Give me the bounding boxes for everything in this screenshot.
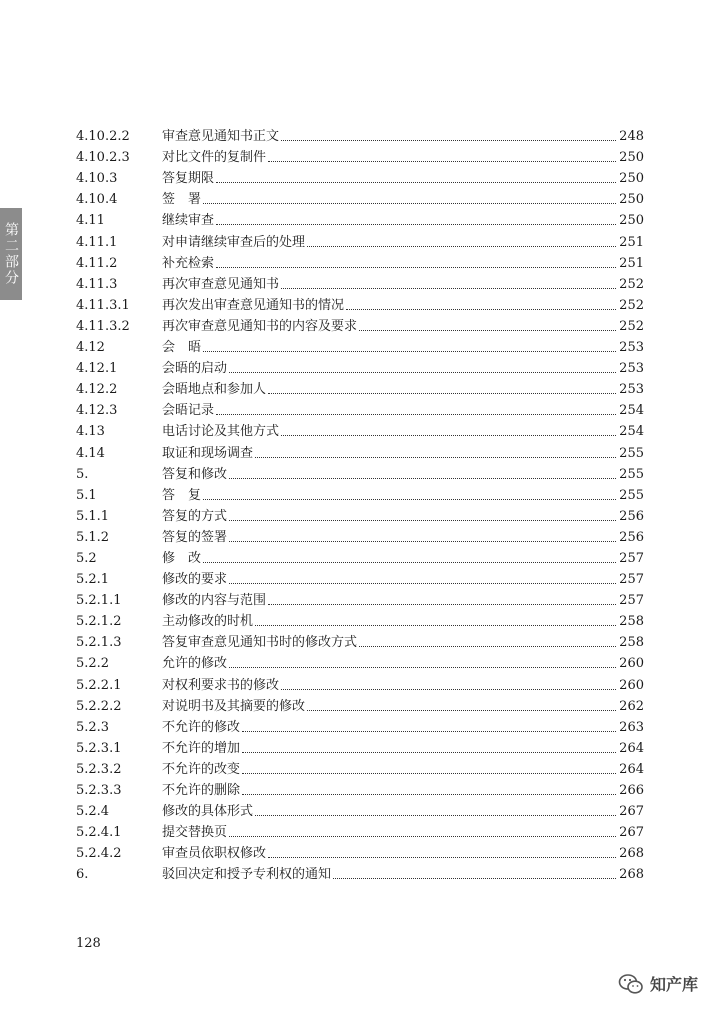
toc-entry-title: 会晤地点和参加人 xyxy=(162,382,267,398)
toc-entry xyxy=(76,124,644,145)
toc-entry-page: 256 xyxy=(619,508,644,524)
toc-entry-number: 5.2.1.3 xyxy=(76,635,122,651)
toc-leader-dots xyxy=(281,689,616,690)
toc-leader-dots xyxy=(307,246,616,247)
toc-entry-page: 262 xyxy=(619,698,644,714)
toc-leader-dots xyxy=(229,667,616,668)
toc-entry xyxy=(76,229,644,250)
toc-leader-dots xyxy=(216,414,616,415)
toc-leader-dots xyxy=(255,625,616,626)
toc-entry xyxy=(76,799,644,820)
toc-entry-page: 251 xyxy=(619,234,644,250)
part-side-tab: 第二部分 xyxy=(0,208,22,300)
toc-entry xyxy=(76,335,644,356)
toc-entry-page: 260 xyxy=(619,656,644,672)
watermark-text: 知产库 xyxy=(649,975,698,994)
toc-entry-title: 会 晤 xyxy=(162,340,202,356)
toc-entry xyxy=(76,757,644,778)
toc-leader-dots xyxy=(255,815,616,816)
toc-entry-page: 256 xyxy=(619,529,644,545)
toc-entry-title: 主动修改的时机 xyxy=(162,614,254,630)
toc-leader-dots xyxy=(242,773,616,774)
toc-entry xyxy=(76,272,644,293)
toc-entry-title: 审查员依职权修改 xyxy=(162,846,267,862)
toc-entry-number: 4.12.3 xyxy=(76,403,118,419)
toc-entry-page: 252 xyxy=(619,297,644,313)
toc-entry-title: 答复和修改 xyxy=(162,466,228,482)
toc-leader-dots xyxy=(216,267,616,268)
toc-entry-title: 修改的具体形式 xyxy=(162,804,254,820)
toc-entry xyxy=(76,208,644,229)
toc-entry-page: 250 xyxy=(619,213,644,229)
toc-entry-number: 4.10.4 xyxy=(76,192,118,208)
toc-entry-number: 5. xyxy=(76,466,89,482)
toc-leader-dots xyxy=(268,604,616,605)
toc-entry-title: 答 复 xyxy=(162,487,202,503)
toc-leader-dots xyxy=(255,457,616,458)
toc-entry xyxy=(76,483,644,504)
toc-entry-page: 264 xyxy=(619,740,644,756)
toc-entry-number: 4.12 xyxy=(76,340,105,356)
toc-entry-title: 答复审查意见通知书时的修改方式 xyxy=(162,635,358,651)
toc-entry-title: 对申请继续审查后的处理 xyxy=(162,234,306,250)
toc-entry-title: 不允许的增加 xyxy=(162,740,241,756)
toc-entry xyxy=(76,736,644,757)
toc-entry-page: 254 xyxy=(619,403,644,419)
toc-entry-page: 257 xyxy=(619,593,644,609)
toc-entry-page: 267 xyxy=(619,825,644,841)
toc-leader-dots xyxy=(203,562,616,563)
toc-entry-number: 4.10.3 xyxy=(76,171,118,187)
toc-entry xyxy=(76,187,644,208)
toc-leader-dots xyxy=(268,161,616,162)
toc-entry xyxy=(76,841,644,862)
toc-leader-dots xyxy=(242,731,616,732)
toc-entry-number: 5.2.1.2 xyxy=(76,614,122,630)
toc-entry-title: 审查意见通知书正文 xyxy=(162,129,280,145)
toc-entry xyxy=(76,715,644,736)
toc-entry xyxy=(76,651,644,672)
toc-entry-title: 不允许的修改 xyxy=(162,719,241,735)
toc-entry-page: 255 xyxy=(619,466,644,482)
toc-entry-title: 修改的要求 xyxy=(162,572,228,588)
toc-leader-dots xyxy=(242,752,616,753)
toc-entry xyxy=(76,377,644,398)
toc-leader-dots xyxy=(346,309,616,310)
toc-leader-dots xyxy=(242,794,616,795)
wechat-icon xyxy=(618,973,644,995)
toc-leader-dots xyxy=(229,372,616,373)
toc-entry-number: 5.2.3.2 xyxy=(76,761,122,777)
toc-leader-dots xyxy=(268,857,616,858)
toc-entry-title: 继续审查 xyxy=(162,213,215,229)
toc-entry xyxy=(76,525,644,546)
toc-entry-number: 4.11 xyxy=(76,213,105,229)
toc-leader-dots xyxy=(229,583,616,584)
toc-entry-page: 258 xyxy=(619,635,644,651)
toc-leader-dots xyxy=(333,878,616,879)
toc-entry xyxy=(76,356,644,377)
toc-entry-page: 260 xyxy=(619,677,644,693)
toc-entry-page: 255 xyxy=(619,487,644,503)
toc-leader-dots xyxy=(216,224,616,225)
toc-entry-title: 电话讨论及其他方式 xyxy=(162,424,280,440)
toc-entry-number: 5.2.1.1 xyxy=(76,593,122,609)
toc-leader-dots xyxy=(229,520,616,521)
toc-entry-number: 5.2.4 xyxy=(76,804,110,820)
toc-leader-dots xyxy=(359,330,616,331)
toc-entry xyxy=(76,630,644,651)
toc-entry-number: 5.2.3 xyxy=(76,719,110,735)
toc-entry-page: 250 xyxy=(619,171,644,187)
toc-entry-title: 取证和现场调查 xyxy=(162,445,254,461)
toc-entry-page: 263 xyxy=(619,719,644,735)
toc-entry-title: 再次审查意见通知书 xyxy=(162,276,280,292)
toc-entry-title: 修改的内容与范围 xyxy=(162,593,267,609)
toc-entry-number: 4.11.3.1 xyxy=(76,297,130,313)
page-number: 128 xyxy=(76,936,101,951)
toc-entry xyxy=(76,504,644,525)
watermark xyxy=(618,972,698,995)
toc-entry-title: 不允许的删除 xyxy=(162,783,241,798)
toc-entry-number: 6. xyxy=(76,867,89,883)
toc-entry-number: 5.2 xyxy=(76,550,97,566)
toc-entry-number: 4.11.3 xyxy=(76,276,118,292)
toc-entry-title: 再次审查意见通知书的内容及要求 xyxy=(162,318,358,334)
toc-entry-page: 248 xyxy=(619,129,644,145)
toc-entry-number: 4.11.1 xyxy=(76,234,118,250)
toc-entry xyxy=(76,440,644,461)
toc-entry-title: 不允许的改变 xyxy=(162,761,241,777)
toc-entry-title: 签 署 xyxy=(162,192,202,208)
toc-entry-page: 255 xyxy=(619,445,644,461)
toc-entry-title: 对比文件的复制件 xyxy=(162,150,267,166)
toc-entry-page: 254 xyxy=(619,424,644,440)
toc-entry xyxy=(76,820,644,841)
toc-entry-page: 250 xyxy=(619,150,644,166)
toc-entry-page: 264 xyxy=(619,761,644,777)
toc-entry-number: 4.14 xyxy=(76,445,105,461)
toc-entry-number: 5.2.4.2 xyxy=(76,846,122,862)
toc-leader-dots xyxy=(203,203,616,204)
toc-entry-page: 257 xyxy=(619,550,644,566)
toc-entry xyxy=(76,567,644,588)
toc-entry xyxy=(76,293,644,314)
toc-entry xyxy=(76,398,644,419)
toc-entry-number: 5.1.2 xyxy=(76,529,110,545)
toc-entry-number: 4.10.2.3 xyxy=(76,150,130,166)
toc-entry-title: 驳回决定和授予专利权的通知 xyxy=(162,867,332,883)
toc-entry-page: 267 xyxy=(619,804,644,820)
toc-entry-title: 会晤记录 xyxy=(162,403,215,419)
toc-entry-number: 5.1.1 xyxy=(76,508,110,524)
table-of-contents xyxy=(76,124,644,883)
toc-leader-dots xyxy=(359,646,616,647)
toc-entry-title: 答复期限 xyxy=(162,171,215,187)
toc-leader-dots xyxy=(229,836,616,837)
toc-entry-title: 对权利要求书的修改 xyxy=(162,677,280,693)
toc-entry-page: 268 xyxy=(619,867,644,883)
toc-entry-number: 5.2.1 xyxy=(76,572,110,588)
toc-entry-title: 修 改 xyxy=(162,550,202,566)
toc-entry-title: 允许的修改 xyxy=(162,656,228,672)
toc-entry-page: 253 xyxy=(619,340,644,356)
toc-entry-number: 4.11.3.2 xyxy=(76,318,130,334)
toc-leader-dots xyxy=(307,710,616,711)
toc-entry xyxy=(76,862,644,883)
toc-entry xyxy=(76,546,644,567)
toc-entry-title: 提交替换页 xyxy=(162,825,228,841)
toc-entry xyxy=(76,694,644,715)
toc-leader-dots xyxy=(281,435,616,436)
toc-leader-dots xyxy=(229,541,616,542)
toc-entry-number: 5.2.2.2 xyxy=(76,698,122,714)
toc-entry-page: 253 xyxy=(619,382,644,398)
toc-entry-number: 4.11.2 xyxy=(76,255,118,271)
toc-entry xyxy=(76,314,644,335)
toc-leader-dots xyxy=(229,478,616,479)
toc-leader-dots xyxy=(281,140,616,141)
toc-entry-page: 268 xyxy=(619,846,644,862)
toc-entry-title: 对说明书及其摘要的修改 xyxy=(162,698,306,714)
toc-leader-dots xyxy=(203,351,616,352)
toc-leader-dots xyxy=(281,288,616,289)
toc-entry-number: 5.2.4.1 xyxy=(76,825,122,841)
toc-entry-number: 4.12.2 xyxy=(76,382,118,398)
toc-entry-number: 4.13 xyxy=(76,424,105,440)
toc-entry-number: 4.12.1 xyxy=(76,361,118,377)
toc-entry-title: 答复的签署 xyxy=(162,529,228,545)
toc-entry-number: 5.2.3.1 xyxy=(76,740,122,756)
toc-entry xyxy=(76,251,644,272)
toc-entry xyxy=(76,145,644,166)
toc-entry-page: 258 xyxy=(619,614,644,630)
toc-entry xyxy=(76,588,644,609)
toc-entry xyxy=(76,778,644,799)
toc-entry-page: 253 xyxy=(619,361,644,377)
toc-entry xyxy=(76,609,644,630)
toc-leader-dots xyxy=(203,499,616,500)
toc-entry-title: 答复的方式 xyxy=(162,508,228,524)
toc-entry-page: 257 xyxy=(619,572,644,588)
toc-entry-number: 5.2.2.1 xyxy=(76,677,122,693)
toc-entry-title: 再次发出审查意见通知书的情况 xyxy=(162,297,345,313)
toc-entry-page: 250 xyxy=(619,192,644,208)
toc-entry xyxy=(76,166,644,187)
toc-entry-title: 会晤的启动 xyxy=(162,361,228,377)
toc-entry-number: 5.1 xyxy=(76,487,97,503)
toc-entry-page: 252 xyxy=(619,318,644,334)
toc-entry xyxy=(76,419,644,440)
toc-entry-page: 251 xyxy=(619,255,644,271)
toc-entry xyxy=(76,462,644,483)
toc-entry-title: 补充检索 xyxy=(162,255,215,271)
toc-leader-dots xyxy=(268,393,616,394)
toc-entry-number: 5.2.3.3 xyxy=(76,783,122,798)
toc-entry-page: 252 xyxy=(619,276,644,292)
toc-entry xyxy=(76,672,644,693)
toc-leader-dots xyxy=(216,182,616,183)
toc-entry-page: 266 xyxy=(619,783,644,798)
toc-entry-number: 5.2.2 xyxy=(76,656,110,672)
toc-entry-number: 4.10.2.2 xyxy=(76,129,130,145)
